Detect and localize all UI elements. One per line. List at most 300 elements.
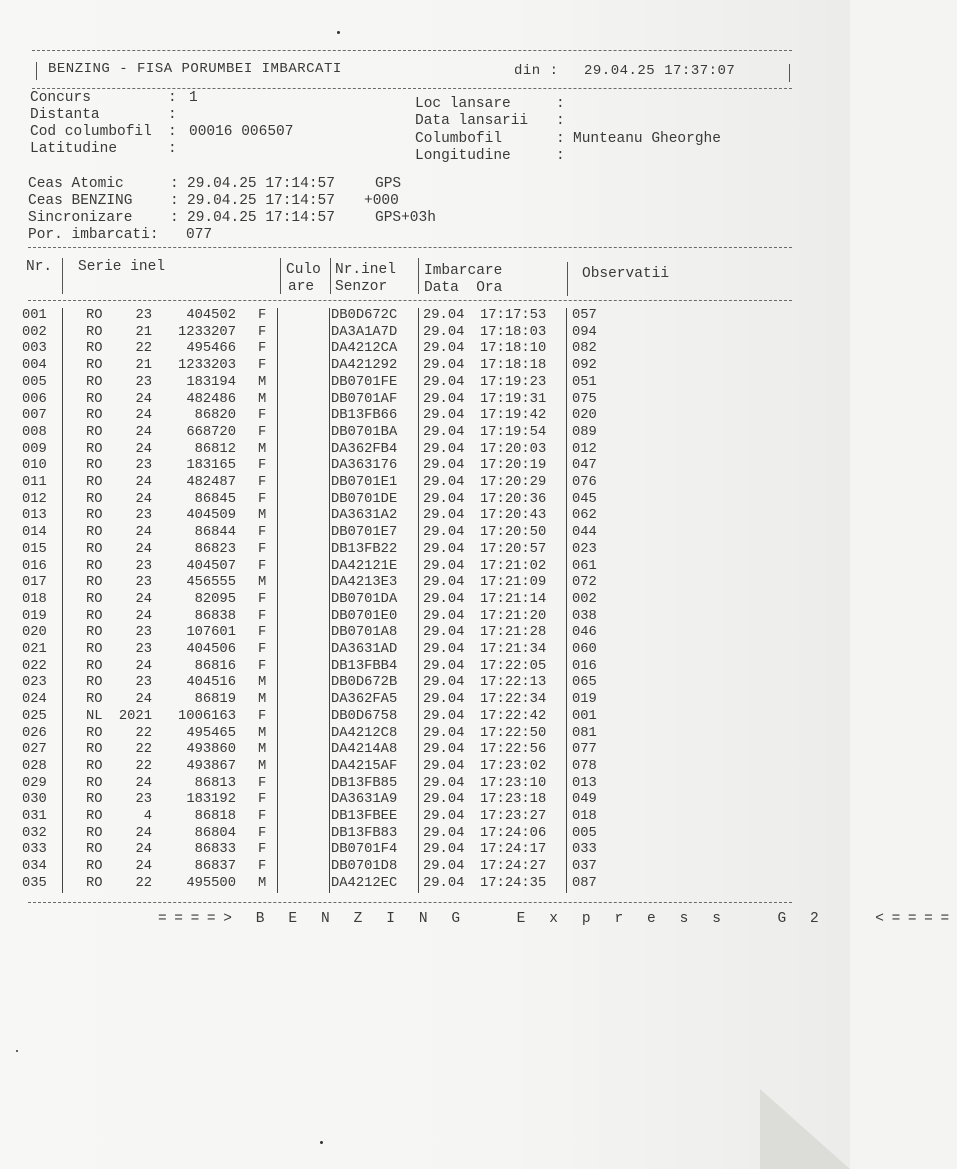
row-divider — [329, 559, 330, 576]
cell-nr: 020 — [22, 625, 47, 641]
cell-date: 29.04 — [423, 708, 465, 724]
cell-nr: 013 — [22, 508, 47, 524]
cell-time: 17:24:27 — [480, 859, 547, 875]
cell-cc: RO — [86, 775, 103, 791]
cell-time: 17:20:03 — [480, 441, 547, 457]
cell-num: 86812 — [194, 441, 236, 457]
cell-sex: F — [258, 658, 267, 674]
cell-sex: F — [258, 775, 267, 791]
cell-num: 404502 — [186, 308, 236, 323]
row-divider — [329, 809, 330, 826]
cell-cc: RO — [86, 491, 103, 507]
row-divider — [62, 559, 63, 576]
cell-time: 17:21:14 — [480, 591, 547, 607]
clock-sep: : — [170, 193, 179, 209]
cell-obs: 094 — [572, 324, 597, 340]
row-divider — [329, 458, 330, 475]
cell-chip: DA4212C8 — [331, 725, 398, 741]
cell-time: 17:20:29 — [480, 475, 547, 490]
cell-num: 404507 — [186, 558, 236, 574]
row-divider — [329, 826, 330, 843]
row-divider — [277, 408, 278, 425]
row-divider — [62, 692, 63, 709]
cell-nr: 018 — [22, 591, 47, 607]
row-divider — [566, 792, 567, 809]
row-divider — [329, 776, 330, 793]
row-divider — [418, 392, 419, 409]
row-divider — [62, 759, 63, 776]
row-divider — [329, 759, 330, 776]
row-divider — [329, 709, 330, 726]
table-row — [0, 442, 850, 459]
row-divider — [418, 709, 419, 726]
cell-date: 29.04 — [423, 742, 465, 758]
cell-chip: DB13FBB4 — [331, 658, 398, 674]
cell-cc: RO — [86, 642, 103, 657]
row-divider — [62, 625, 63, 642]
report-title: BENZING - FISA PORUMBEI IMBARCATI — [48, 61, 342, 77]
cell-cc: RO — [86, 625, 103, 641]
cell-cc: RO — [86, 475, 103, 490]
cell-chip: DB0701E0 — [331, 608, 398, 624]
table-row — [0, 759, 850, 776]
row-divider — [277, 525, 278, 542]
row-divider — [277, 659, 278, 676]
cell-chip: DA3631A2 — [331, 508, 398, 524]
cell-cc: RO — [86, 391, 103, 407]
cell-obs: 076 — [572, 475, 597, 490]
clock-extra: GPS — [375, 176, 402, 192]
cell-chip: DA3631AD — [331, 642, 398, 657]
row-divider — [566, 408, 567, 425]
cell-time: 17:22:50 — [480, 725, 547, 741]
cell-nr: 011 — [22, 475, 47, 490]
cell-yr: 23 — [135, 575, 152, 591]
cell-yr: 23 — [135, 792, 152, 808]
row-divider — [277, 575, 278, 592]
cell-sex: M — [258, 742, 267, 758]
cell-chip: DA362FB4 — [331, 441, 398, 457]
row-divider — [277, 809, 278, 826]
info-label: Cod columbofil — [30, 124, 152, 140]
cell-num: 86837 — [194, 859, 236, 875]
cell-chip: DB0701F4 — [331, 842, 398, 858]
row-divider — [62, 792, 63, 809]
table-row — [0, 859, 850, 876]
cell-time: 17:19:54 — [480, 424, 547, 440]
cell-obs: 012 — [572, 441, 597, 457]
cell-yr: 21 — [135, 324, 152, 340]
row-divider — [418, 675, 419, 692]
clock-label: Ceas Atomic — [28, 176, 124, 192]
row-divider — [277, 542, 278, 559]
row-divider — [62, 726, 63, 743]
cell-sex: F — [258, 541, 267, 557]
cell-date: 29.04 — [423, 675, 465, 691]
cell-chip: DB0701DE — [331, 491, 398, 507]
row-divider — [418, 859, 419, 876]
cell-nr: 003 — [22, 341, 47, 357]
table-row — [0, 792, 850, 809]
info-label: Longitudine — [415, 148, 511, 164]
cell-nr: 021 — [22, 642, 47, 657]
row-divider — [418, 308, 419, 325]
row-divider — [566, 842, 567, 859]
report-datetime: 29.04.25 17:37:07 — [584, 63, 736, 79]
cell-yr: 23 — [135, 642, 152, 657]
cell-yr: 24 — [135, 491, 152, 507]
table-row — [0, 659, 850, 676]
cell-chip: DA421292 — [331, 358, 398, 374]
row-divider — [62, 842, 63, 859]
cell-cc: RO — [86, 341, 103, 357]
cell-chip: DA3A1A7D — [331, 324, 398, 340]
cell-cc: RO — [86, 324, 103, 340]
info-value: 1 — [189, 90, 198, 106]
cell-date: 29.04 — [423, 642, 465, 657]
cell-time: 17:20:36 — [480, 491, 547, 507]
cell-num: 493860 — [186, 742, 236, 758]
row-divider — [277, 508, 278, 525]
cell-nr: 008 — [22, 424, 47, 440]
cell-yr: 24 — [135, 424, 152, 440]
cell-sex: F — [258, 358, 267, 374]
table-row — [0, 842, 850, 859]
row-divider — [329, 792, 330, 809]
cell-yr: 24 — [135, 525, 152, 541]
cell-chip: DA4212EC — [331, 875, 398, 891]
cell-cc: RO — [86, 408, 103, 424]
row-divider — [418, 358, 419, 375]
cell-cc: RO — [86, 608, 103, 624]
cell-time: 17:21:20 — [480, 608, 547, 624]
row-divider — [418, 726, 419, 743]
row-divider — [277, 392, 278, 409]
info-sep: : — [556, 148, 565, 164]
cell-yr: 22 — [135, 742, 152, 758]
row-divider — [62, 542, 63, 559]
cell-nr: 023 — [22, 675, 47, 691]
table-row — [0, 475, 850, 492]
cell-sex: F — [258, 825, 267, 841]
cell-num: 1233207 — [178, 324, 236, 340]
cell-nr: 028 — [22, 758, 47, 774]
col-nr: Nr. — [26, 259, 53, 275]
cell-obs: 065 — [572, 675, 597, 691]
cell-sex: F — [258, 842, 267, 858]
cell-time: 17:24:35 — [480, 875, 547, 891]
row-divider — [62, 525, 63, 542]
row-divider — [566, 375, 567, 392]
col-nrinel-1: Nr.inel — [335, 262, 396, 278]
cell-yr: 22 — [135, 341, 152, 357]
row-divider — [277, 792, 278, 809]
row-divider — [62, 341, 63, 358]
table-row — [0, 742, 850, 759]
cell-chip: DB13FB85 — [331, 775, 398, 791]
cell-num: 86845 — [194, 491, 236, 507]
row-divider — [418, 809, 419, 826]
col-culoare-2: are — [288, 279, 315, 295]
cell-num: 493867 — [186, 758, 236, 774]
row-divider — [277, 308, 278, 325]
cell-yr: 24 — [135, 541, 152, 557]
cell-date: 29.04 — [423, 508, 465, 524]
row-divider — [62, 392, 63, 409]
cell-obs: 060 — [572, 642, 597, 657]
cell-date: 29.04 — [423, 408, 465, 424]
header-top-rule — [32, 50, 792, 51]
cell-time: 17:21:09 — [480, 575, 547, 591]
info-value: 00016 006507 — [189, 124, 294, 140]
cell-num: 1233203 — [178, 358, 236, 374]
row-divider — [62, 375, 63, 392]
row-divider — [418, 826, 419, 843]
cell-cc: RO — [86, 424, 103, 440]
cell-time: 17:22:13 — [480, 675, 547, 691]
cell-cc: RO — [86, 658, 103, 674]
row-divider — [62, 776, 63, 793]
cell-obs: 001 — [572, 708, 597, 724]
cell-obs: 081 — [572, 725, 597, 741]
row-divider — [418, 475, 419, 492]
cell-nr: 024 — [22, 692, 47, 708]
cell-cc: RO — [86, 675, 103, 691]
row-divider — [277, 726, 278, 743]
row-divider — [329, 508, 330, 525]
col-serie: Serie inel — [78, 259, 166, 275]
info-sep: : — [168, 107, 177, 123]
col-divider — [330, 258, 331, 294]
cell-date: 29.04 — [423, 358, 465, 374]
cell-cc: RO — [86, 591, 103, 607]
cell-chip: DA362FA5 — [331, 692, 398, 708]
clock-value: 29.04.25 17:14:57 — [187, 176, 335, 192]
cell-num: 86823 — [194, 541, 236, 557]
cell-sex: F — [258, 525, 267, 541]
cell-nr: 001 — [22, 308, 47, 323]
row-divider — [566, 642, 567, 659]
cell-yr: 24 — [135, 441, 152, 457]
table-row — [0, 726, 850, 743]
cell-chip: DA4215AF — [331, 758, 398, 774]
row-divider — [277, 358, 278, 375]
row-divider — [277, 325, 278, 342]
cell-time: 17:18:18 — [480, 358, 547, 374]
cell-time: 17:19:23 — [480, 374, 547, 390]
row-divider — [277, 458, 278, 475]
row-divider — [277, 742, 278, 759]
row-divider — [62, 458, 63, 475]
row-divider — [566, 442, 567, 459]
row-divider — [329, 525, 330, 542]
cell-nr: 033 — [22, 842, 47, 858]
scan-speck — [337, 31, 340, 34]
table-row — [0, 559, 850, 576]
row-divider — [329, 358, 330, 375]
cell-yr: 23 — [135, 508, 152, 524]
row-divider — [566, 458, 567, 475]
cell-nr: 019 — [22, 608, 47, 624]
cell-cc: RO — [86, 792, 103, 808]
info-sep: : — [168, 90, 177, 106]
cell-time: 17:21:34 — [480, 642, 547, 657]
cell-yr: 23 — [135, 374, 152, 390]
cell-chip: DA42121E — [331, 558, 398, 574]
cell-num: 86819 — [194, 692, 236, 708]
cell-date: 29.04 — [423, 591, 465, 607]
cell-time: 17:22:56 — [480, 742, 547, 758]
cell-sex: F — [258, 708, 267, 724]
cell-chip: DB0701E7 — [331, 525, 398, 541]
cell-nr: 034 — [22, 859, 47, 875]
cell-cc: RO — [86, 758, 103, 774]
row-divider — [62, 442, 63, 459]
cell-chip: DB0701BA — [331, 424, 398, 440]
cell-sex: M — [258, 692, 267, 708]
row-divider — [418, 341, 419, 358]
cell-obs: 046 — [572, 625, 597, 641]
clock-value: 29.04.25 17:14:57 — [187, 193, 335, 209]
cell-cc: RO — [86, 358, 103, 374]
cell-time: 17:22:42 — [480, 708, 547, 724]
cell-num: 82095 — [194, 591, 236, 607]
cell-obs: 047 — [572, 458, 597, 474]
table-header-rule — [28, 300, 792, 301]
table-row — [0, 508, 850, 525]
row-divider — [566, 876, 567, 893]
table-row — [0, 325, 850, 342]
row-divider — [277, 842, 278, 859]
row-divider — [329, 625, 330, 642]
row-divider — [418, 692, 419, 709]
cell-num: 668720 — [186, 424, 236, 440]
cell-num: 86813 — [194, 775, 236, 791]
row-divider — [277, 341, 278, 358]
cell-chip: DB0701DA — [331, 591, 398, 607]
cell-sex: F — [258, 475, 267, 490]
info-label: Loc lansare — [415, 96, 511, 112]
cell-obs: 045 — [572, 491, 597, 507]
cell-yr: 2021 — [118, 708, 152, 724]
cell-nr: 016 — [22, 558, 47, 574]
cell-yr: 24 — [135, 608, 152, 624]
info-sep: : — [556, 96, 565, 112]
row-divider — [277, 425, 278, 442]
table-row — [0, 492, 850, 509]
row-divider — [62, 876, 63, 893]
cell-chip: DB0701AF — [331, 391, 398, 407]
row-divider — [62, 475, 63, 492]
col-divider — [280, 258, 281, 294]
cell-nr: 031 — [22, 809, 47, 824]
cell-sex: M — [258, 374, 267, 390]
clock-label: Sincronizare — [28, 210, 133, 226]
cell-num: 183194 — [186, 374, 236, 390]
cell-num: 86833 — [194, 842, 236, 858]
cell-time: 17:19:42 — [480, 408, 547, 424]
row-divider — [566, 809, 567, 826]
cell-sex: M — [258, 575, 267, 591]
table-row — [0, 592, 850, 609]
cell-date: 29.04 — [423, 575, 465, 591]
row-divider — [62, 575, 63, 592]
page-curl — [760, 1089, 850, 1169]
row-divider — [62, 659, 63, 676]
clock-extra: +000 — [364, 193, 399, 209]
cell-num: 456555 — [186, 575, 236, 591]
cell-chip: DB0D6758 — [331, 708, 398, 724]
cell-cc: RO — [86, 859, 103, 875]
row-divider — [418, 325, 419, 342]
cell-date: 29.04 — [423, 692, 465, 708]
row-divider — [418, 559, 419, 576]
row-divider — [62, 642, 63, 659]
table-row — [0, 425, 850, 442]
cell-time: 17:18:03 — [480, 324, 547, 340]
cell-nr: 015 — [22, 541, 47, 557]
cell-obs: 087 — [572, 875, 597, 891]
col-imbarcare-1: Imbarcare — [424, 263, 503, 279]
row-divider — [62, 508, 63, 525]
cell-num: 86820 — [194, 408, 236, 424]
row-divider — [566, 625, 567, 642]
cell-cc: RO — [86, 458, 103, 474]
cell-yr: 24 — [135, 859, 152, 875]
cell-date: 29.04 — [423, 374, 465, 390]
cell-num: 404516 — [186, 675, 236, 691]
cell-num: 495500 — [186, 875, 236, 891]
cell-num: 86844 — [194, 525, 236, 541]
row-divider — [329, 325, 330, 342]
cell-cc: NL — [86, 708, 103, 724]
row-divider — [329, 408, 330, 425]
row-divider — [329, 876, 330, 893]
row-divider — [329, 675, 330, 692]
cell-num: 404506 — [186, 642, 236, 657]
cell-obs: 049 — [572, 792, 597, 808]
table-row — [0, 709, 850, 726]
cell-num: 183192 — [186, 792, 236, 808]
row-divider — [277, 826, 278, 843]
cell-cc: RO — [86, 875, 103, 891]
cell-chip: DB0701FE — [331, 374, 398, 390]
cell-obs: 089 — [572, 424, 597, 440]
row-divider — [62, 592, 63, 609]
cell-cc: RO — [86, 842, 103, 858]
table-top-rule — [28, 247, 792, 248]
cell-yr: 24 — [135, 391, 152, 407]
row-divider — [329, 442, 330, 459]
row-divider — [566, 308, 567, 325]
cell-sex: F — [258, 424, 267, 440]
cell-sex: F — [258, 324, 267, 340]
row-divider — [566, 692, 567, 709]
cell-cc: RO — [86, 374, 103, 390]
cell-sex: F — [258, 792, 267, 808]
cell-obs: 038 — [572, 608, 597, 624]
row-divider — [418, 492, 419, 509]
row-divider — [418, 542, 419, 559]
cell-time: 17:21:28 — [480, 625, 547, 641]
row-divider — [566, 726, 567, 743]
cell-time: 17:20:43 — [480, 508, 547, 524]
row-divider — [277, 675, 278, 692]
table-bottom-rule — [28, 902, 792, 903]
header-left-bar — [36, 62, 37, 80]
cell-cc: RO — [86, 809, 103, 824]
cell-nr: 010 — [22, 458, 47, 474]
